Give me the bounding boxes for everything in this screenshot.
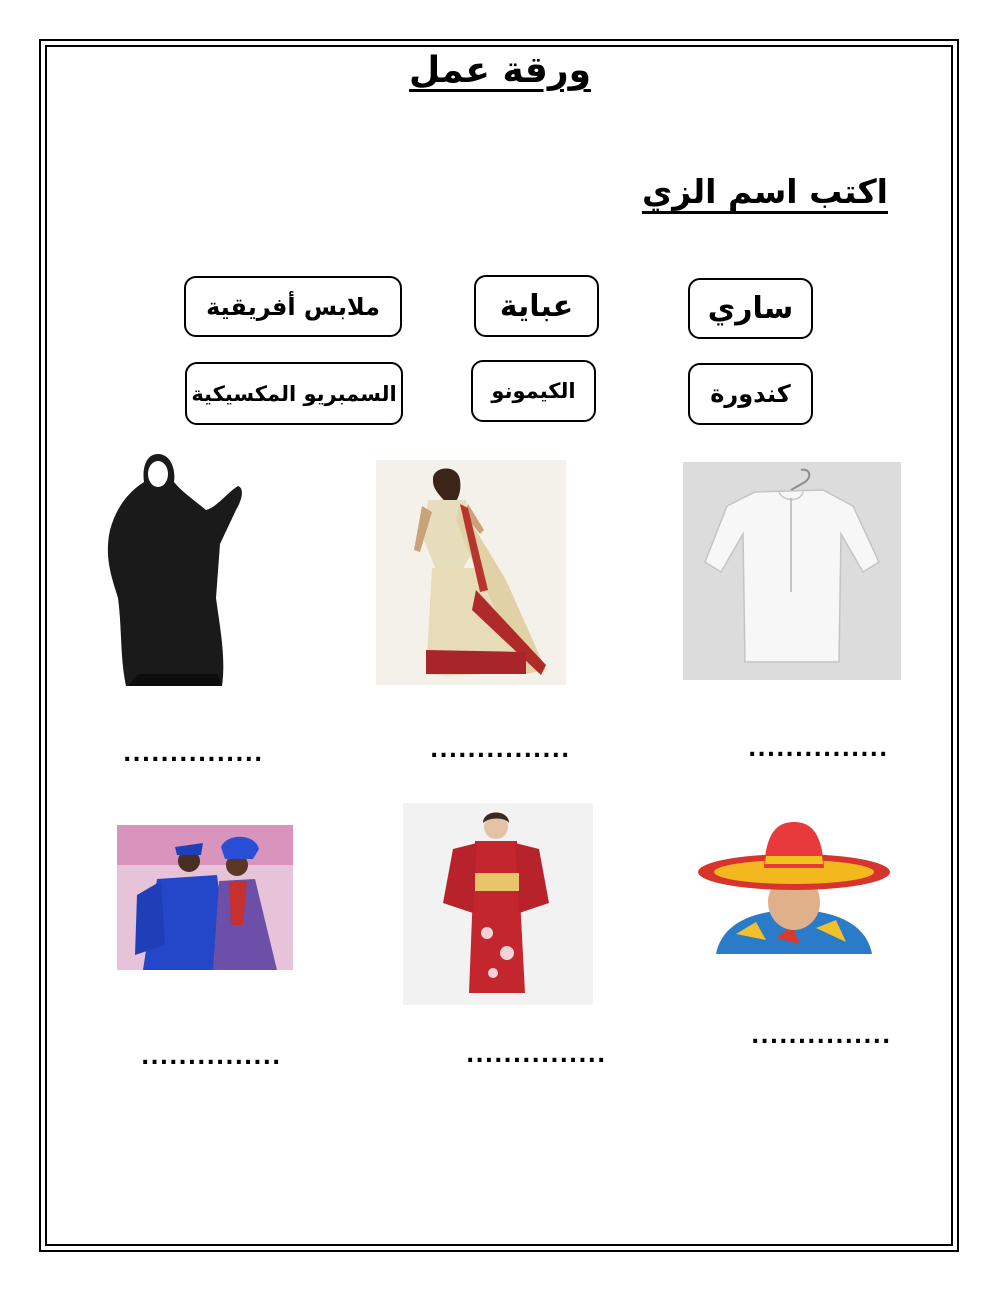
word-bank-label: السمبريو المكسيكية [191,381,397,406]
word-bank-item[interactable] [184,276,402,337]
word-bank-item[interactable] [688,363,813,425]
answer-blank[interactable]: ............... [748,737,889,762]
african-clothes-image [117,825,293,970]
sombrero-image [696,818,892,954]
kimono-image [403,803,593,1005]
answer-blank[interactable]: ............... [141,1045,282,1070]
word-bank-label: الكيمونو [491,379,576,403]
kandura-image [683,462,901,680]
answer-blank[interactable]: ............... [466,1043,607,1068]
word-bank-label: ساري [707,291,794,326]
word-bank-item[interactable] [474,275,599,337]
word-bank-label: عباية [499,288,574,324]
abaya-image [98,448,258,693]
word-bank-item[interactable] [471,360,596,422]
instruction-heading: اكتب اسم الزي [641,172,888,211]
answer-blank[interactable]: ............... [123,742,264,767]
sari-image [376,460,566,685]
word-bank-item[interactable] [688,278,813,339]
answer-blank[interactable]: ............... [430,738,571,763]
answer-blank[interactable]: ............... [751,1024,892,1049]
word-bank-label: ملابس أفريقية [206,292,380,321]
worksheet-title: ورقة عمل [409,50,591,91]
word-bank-label: كندورة [710,380,791,408]
word-bank-item[interactable] [185,362,403,425]
